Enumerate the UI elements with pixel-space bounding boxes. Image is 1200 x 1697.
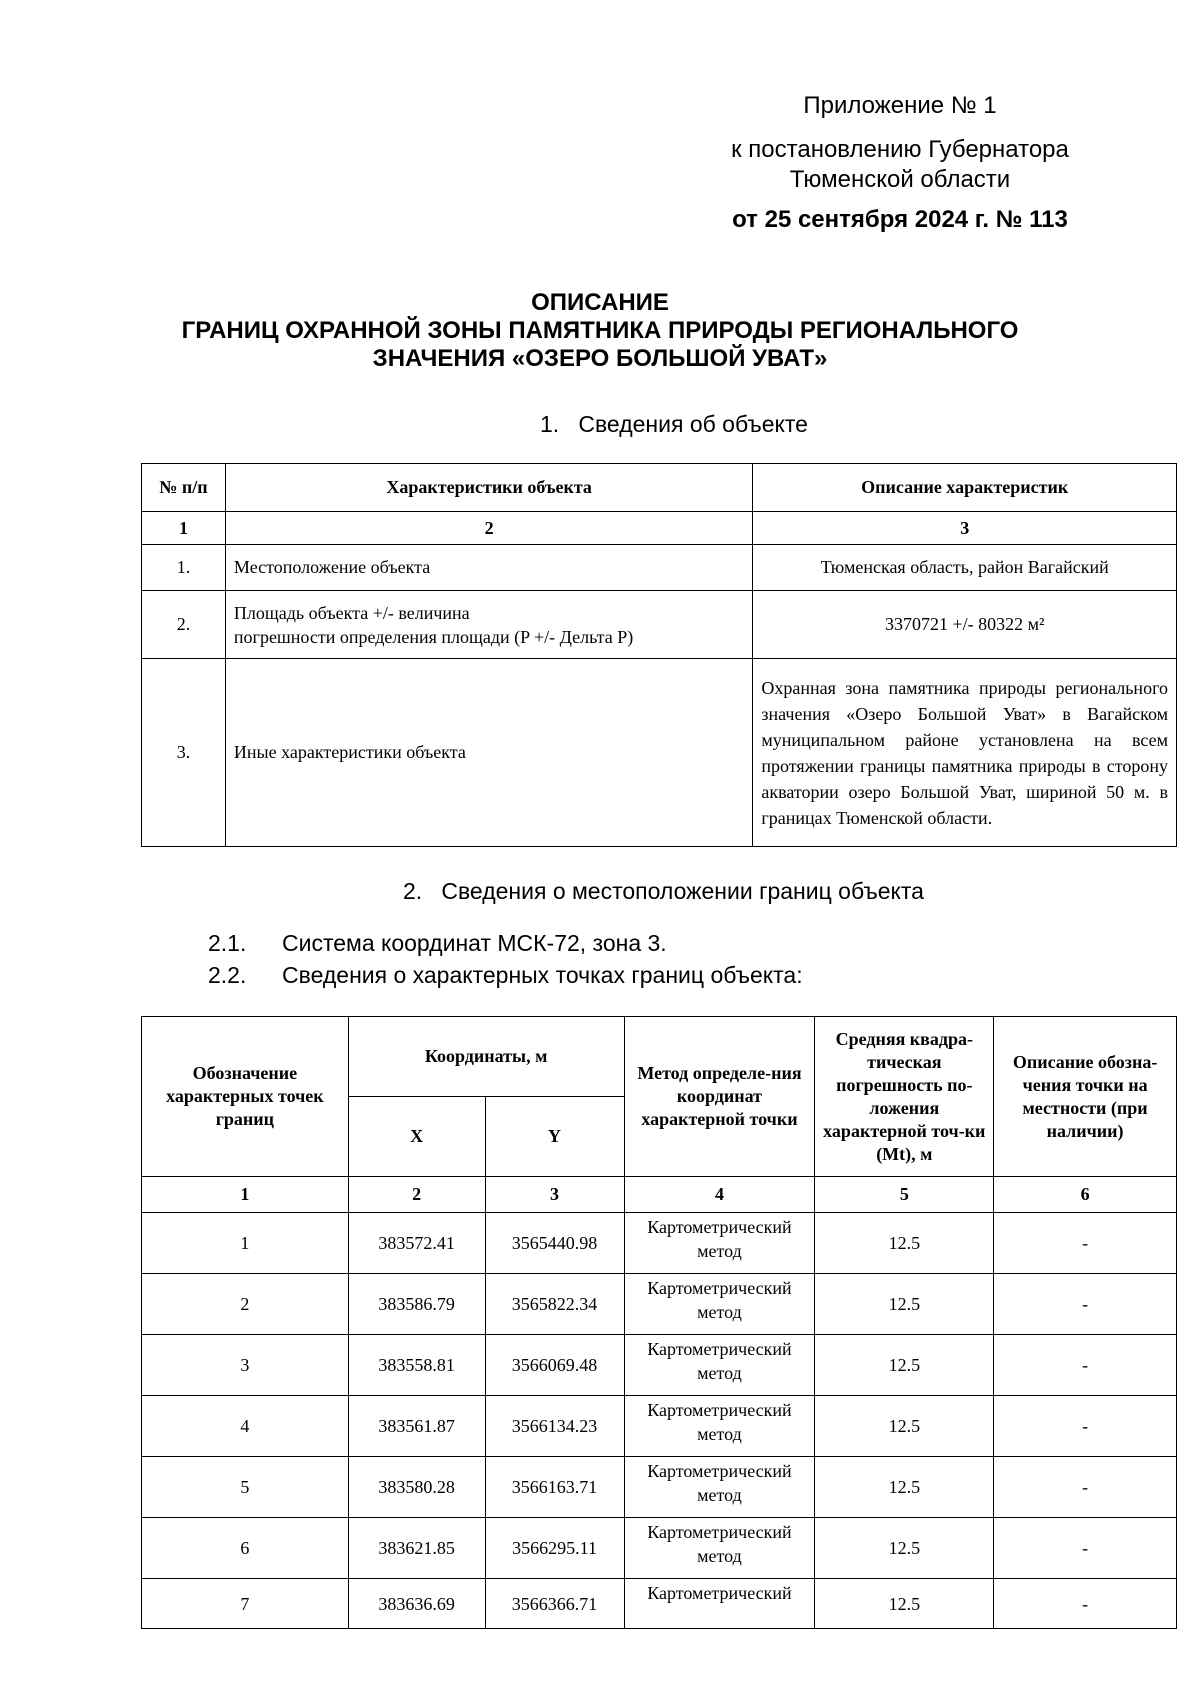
- header-x: X: [348, 1097, 485, 1177]
- mean-error: 12.5: [815, 1213, 994, 1274]
- resolution-line-1: к постановлению Губернатора: [731, 136, 1069, 163]
- header-point-description: Описание обозна-чения точки на местности (при наличии): [994, 1017, 1177, 1177]
- method: [624, 1396, 815, 1457]
- method: [624, 1274, 815, 1335]
- coord-y: 3566295.11: [485, 1518, 624, 1579]
- table-row: [142, 1274, 1177, 1335]
- header-cell: Описание характеристик: [753, 464, 1177, 512]
- header-cell: № п/п: [142, 464, 226, 512]
- title-line-3: ЗНАЧЕНИЯ «ОЗЕРО БОЛЬШОЙ УВАТ»: [372, 345, 828, 372]
- table-header-row: [142, 1017, 1177, 1097]
- method-line-1: Картометрический: [647, 1217, 792, 1237]
- header-coordinates: Координаты, м: [348, 1017, 624, 1097]
- point-number: 1: [142, 1213, 349, 1274]
- boundary-points-table: [141, 1016, 1177, 1629]
- point-number: 4: [142, 1396, 349, 1457]
- index-cell: 1: [142, 512, 226, 545]
- item-2-2-text: Сведения о характерных точках границ объекта:: [282, 962, 803, 988]
- mean-error: 12.5: [815, 1274, 994, 1335]
- coord-x: 383636.69: [348, 1579, 485, 1629]
- header-y: Y: [485, 1097, 624, 1177]
- coord-y: 3565440.98: [485, 1213, 624, 1274]
- header-cell: Характеристики объекта: [225, 464, 752, 512]
- mean-error: 12.5: [815, 1335, 994, 1396]
- point-number: 7: [142, 1579, 349, 1629]
- table-row: [142, 1518, 1177, 1579]
- coord-x: 383586.79: [348, 1274, 485, 1335]
- row-description: 3370721 +/- 80322 м²: [753, 591, 1177, 659]
- resolution-date: от 25 сентября 2024 г. № 113: [732, 206, 1068, 233]
- table-row: [142, 659, 1177, 847]
- index-cell: 2: [225, 512, 752, 545]
- coord-y: 3566366.71: [485, 1579, 624, 1629]
- annex-number: Приложение № 1: [803, 92, 997, 119]
- method: [624, 1213, 815, 1274]
- coord-y: 3566163.71: [485, 1457, 624, 1518]
- coord-y: 3566069.48: [485, 1335, 624, 1396]
- method-line-1: Картометрический: [647, 1522, 792, 1542]
- mean-error: 12.5: [815, 1579, 994, 1629]
- method-line-1: Картометрический: [647, 1583, 792, 1603]
- index-cell: 3: [753, 512, 1177, 545]
- table-row: [142, 545, 1177, 591]
- mean-error: 12.5: [815, 1396, 994, 1457]
- point-description: -: [994, 1335, 1177, 1396]
- header-method: Метод определе-ния координат характерной точки: [624, 1017, 815, 1177]
- item-2-1-text: Система координат МСК-72, зона 3.: [282, 930, 667, 956]
- object-info-table: [141, 463, 1177, 847]
- row-number: 1.: [142, 545, 226, 591]
- header-point: Обозначение характерных точек границ: [142, 1017, 349, 1177]
- point-description: -: [994, 1274, 1177, 1335]
- coord-x: 383558.81: [348, 1335, 485, 1396]
- index-cell: 4: [624, 1177, 815, 1213]
- points-table-body: [142, 1213, 1177, 1629]
- row-number: 3.: [142, 659, 226, 847]
- document-title: [0, 289, 1200, 373]
- table-header-row: [142, 464, 1177, 512]
- header-error: Средняя квадра-тическая погрешность по-ложения характерной точ-ки (Mt), м: [815, 1017, 994, 1177]
- resolution-line-2: Тюменской области: [789, 166, 1011, 193]
- method: [624, 1457, 815, 1518]
- point-number: 6: [142, 1518, 349, 1579]
- method-line-1: Картометрический: [647, 1339, 792, 1359]
- method: [624, 1579, 815, 1629]
- coord-x: 383621.85: [348, 1518, 485, 1579]
- row-description: Охранная зона памятника природы регионального значения «Озеро Большой Уват» в Вагайском муниципальном районе установлена на всем протяжении границы памятника природы в сторону акватории озеро Большой Уват, шириной 50 м. в границах Тюменской области.: [753, 659, 1177, 847]
- method-line-2: метод: [697, 1363, 742, 1383]
- coord-x: 383580.28: [348, 1457, 485, 1518]
- point-number: 5: [142, 1457, 349, 1518]
- index-cell: 2: [348, 1177, 485, 1213]
- item-2-2-number: 2.2.: [208, 962, 247, 988]
- method: [624, 1518, 815, 1579]
- index-cell: 6: [994, 1177, 1177, 1213]
- index-cell: 1: [142, 1177, 349, 1213]
- resolution-reference: [700, 135, 1100, 195]
- table-row: [142, 591, 1177, 659]
- method-line-2: метод: [697, 1302, 742, 1322]
- method-line-1: Картометрический: [647, 1400, 792, 1420]
- table-row: [142, 1396, 1177, 1457]
- point-number: 3: [142, 1335, 349, 1396]
- mean-error: 12.5: [815, 1457, 994, 1518]
- title-line-1: ОПИСАНИЕ: [531, 289, 669, 316]
- table-row: [142, 1335, 1177, 1396]
- coord-y: 3566134.23: [485, 1396, 624, 1457]
- point-description: -: [994, 1213, 1177, 1274]
- index-cell: 5: [815, 1177, 994, 1213]
- row-characteristic: Местоположение объекта: [225, 545, 752, 591]
- coord-y: 3565822.34: [485, 1274, 624, 1335]
- method-line-2: метод: [697, 1546, 742, 1566]
- point-description: -: [994, 1579, 1177, 1629]
- method-line-1: Картометрический: [647, 1278, 792, 1298]
- method-line-2: метод: [697, 1485, 742, 1505]
- table-index-row: [142, 1177, 1177, 1213]
- characteristic-line-1: Площадь объекта +/- величина: [233, 602, 470, 623]
- point-description: -: [994, 1518, 1177, 1579]
- title-line-2: ГРАНИЦ ОХРАННОЙ ЗОНЫ ПАМЯТНИКА ПРИРОДЫ РЕГИОНАЛЬНОГО: [181, 317, 1019, 344]
- table-index-row: [142, 512, 1177, 545]
- point-number: 2: [142, 1274, 349, 1335]
- method-line-2: метод: [697, 1424, 742, 1444]
- table-row: [142, 1579, 1177, 1629]
- table-row: [142, 1213, 1177, 1274]
- coord-x: 383572.41: [348, 1213, 485, 1274]
- method-line-1: Картометрический: [647, 1461, 792, 1481]
- index-cell: 3: [485, 1177, 624, 1213]
- method: [624, 1335, 815, 1396]
- row-characteristic: [225, 591, 752, 659]
- point-description: -: [994, 1396, 1177, 1457]
- mean-error: 12.5: [815, 1518, 994, 1579]
- row-characteristic: Иные характеристики объекта: [225, 659, 752, 847]
- characteristic-line-2: погрешности определения площади (P +/- Дельта P): [233, 626, 634, 647]
- item-2-1-number: 2.1.: [208, 930, 247, 956]
- section-1-heading: 1. Сведения об объекте: [540, 411, 808, 437]
- section-2-heading: 2. Сведения о местоположении границ объекта: [403, 878, 924, 904]
- row-number: 2.: [142, 591, 226, 659]
- method-line-2: метод: [697, 1241, 742, 1261]
- row-description: Тюменская область, район Вагайский: [753, 545, 1177, 591]
- coord-x: 383561.87: [348, 1396, 485, 1457]
- table-row: [142, 1457, 1177, 1518]
- point-description: -: [994, 1457, 1177, 1518]
